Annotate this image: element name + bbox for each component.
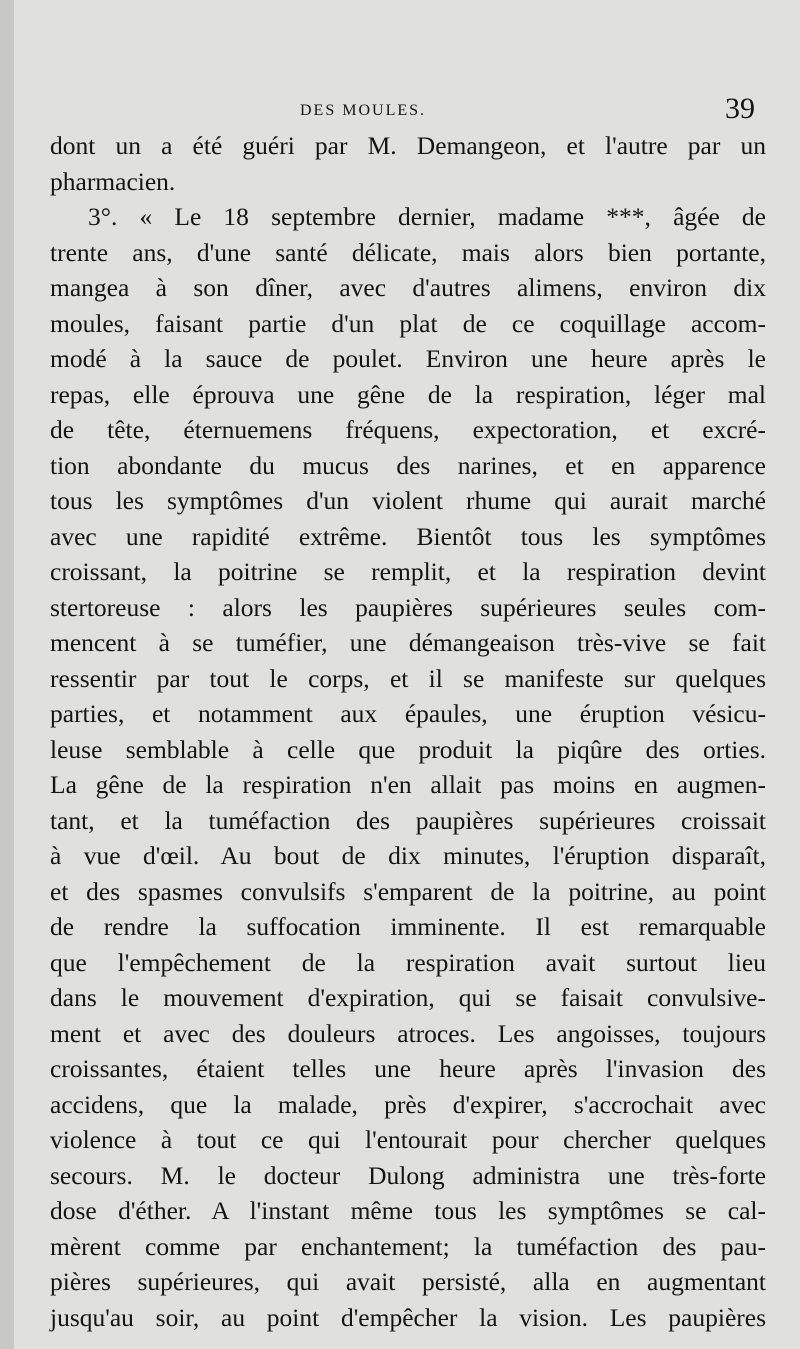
text-line: leuse semblable à celle que produit la piqûre des orties. <box>50 734 766 764</box>
text-line: dans le mouvement d'expiration, qui se faisait convulsive- <box>50 983 766 1012</box>
running-title: DES MOULES. <box>300 102 427 119</box>
text-line: de tête, éternuemens fréquens, expectoration, et excré- <box>50 415 766 444</box>
text-line: mèrent comme par enchantement; la tuméfaction des pau- <box>50 1231 766 1261</box>
text-line: avec une rapidité extrême. Bientôt tous les symptômes <box>50 521 766 551</box>
text-line: et des spasmes convulsifs s'emparent de la poitrine, au point <box>50 876 766 906</box>
page-number: 39 <box>725 92 755 125</box>
text-line: tion abondante du mucus des narines, et en apparence <box>50 450 766 480</box>
text-line: dont un a été guéri par M. Demangeon, et l'autre par un <box>50 131 766 160</box>
text-line: que l'empêchement de la respiration avait surtout lieu <box>50 947 766 977</box>
text-line: mencent à se tuméfier, une démangeaison très-vive se fait <box>50 628 766 657</box>
text-line: repas, elle éprouva une gêne de la respiration, léger mal <box>50 379 766 409</box>
text-line: violence à tout ce qui l'entourait pour chercher quelques <box>50 1125 766 1154</box>
text-line: jusqu'au soir, au point d'empêcher la vision. Les paupières <box>50 1302 766 1332</box>
text-line: dose d'éther. A l'instant même tous les symptômes se cal- <box>50 1196 766 1225</box>
text-line: tant, et la tuméfaction des paupières supérieures croissait <box>50 805 766 835</box>
text-line: ressentir par tout le corps, et il se manifeste sur quelques <box>50 663 766 693</box>
text-line: pières supérieures, qui avait persisté, alla en augmentant <box>50 1267 766 1296</box>
text-line: moules, faisant partie d'un plat de ce coquillage accom- <box>50 308 766 338</box>
text-line: parties, et notamment aux épaules, une éruption vésicu- <box>50 699 766 728</box>
text-line: La gêne de la respiration n'en allait pas moins en augmen- <box>50 770 766 799</box>
text-line: ment et avec des douleurs atroces. Les angoisses, toujours <box>50 1018 766 1048</box>
text-line: 3°. « Le 18 septembre dernier, madame ***, âgée de <box>88 202 766 231</box>
text-line: mangea à son dîner, avec d'autres alimens, environ dix <box>50 273 766 302</box>
text-line: stertoreuse : alors les paupières supérieures seules com- <box>50 592 766 622</box>
body-text <box>50 128 766 1335</box>
text-line: tous les symptômes d'un violent rhume qui aurait marché <box>50 486 766 515</box>
text-line: croissantes, étaient telles une heure après l'invasion des <box>50 1054 766 1083</box>
text-line: à vue d'œil. Au bout de dix minutes, l'éruption disparaît, <box>50 841 766 870</box>
text-line: trente ans, d'une santé délicate, mais alors bien portante, <box>50 237 766 267</box>
running-head <box>0 92 800 132</box>
text-line: de rendre la suffocation imminente. Il est remarquable <box>50 912 766 941</box>
text-line: croissant, la poitrine se remplit, et la respiration devint <box>50 557 766 586</box>
text-line: pharmacien. <box>50 166 176 196</box>
text-line: modé à la sauce de poulet. Environ une heure après le <box>50 344 766 373</box>
text-line: secours. M. le docteur Dulong administra une très-forte <box>50 1160 766 1190</box>
text-line: accidens, que la malade, près d'expirer, s'accrochait avec <box>50 1089 766 1119</box>
